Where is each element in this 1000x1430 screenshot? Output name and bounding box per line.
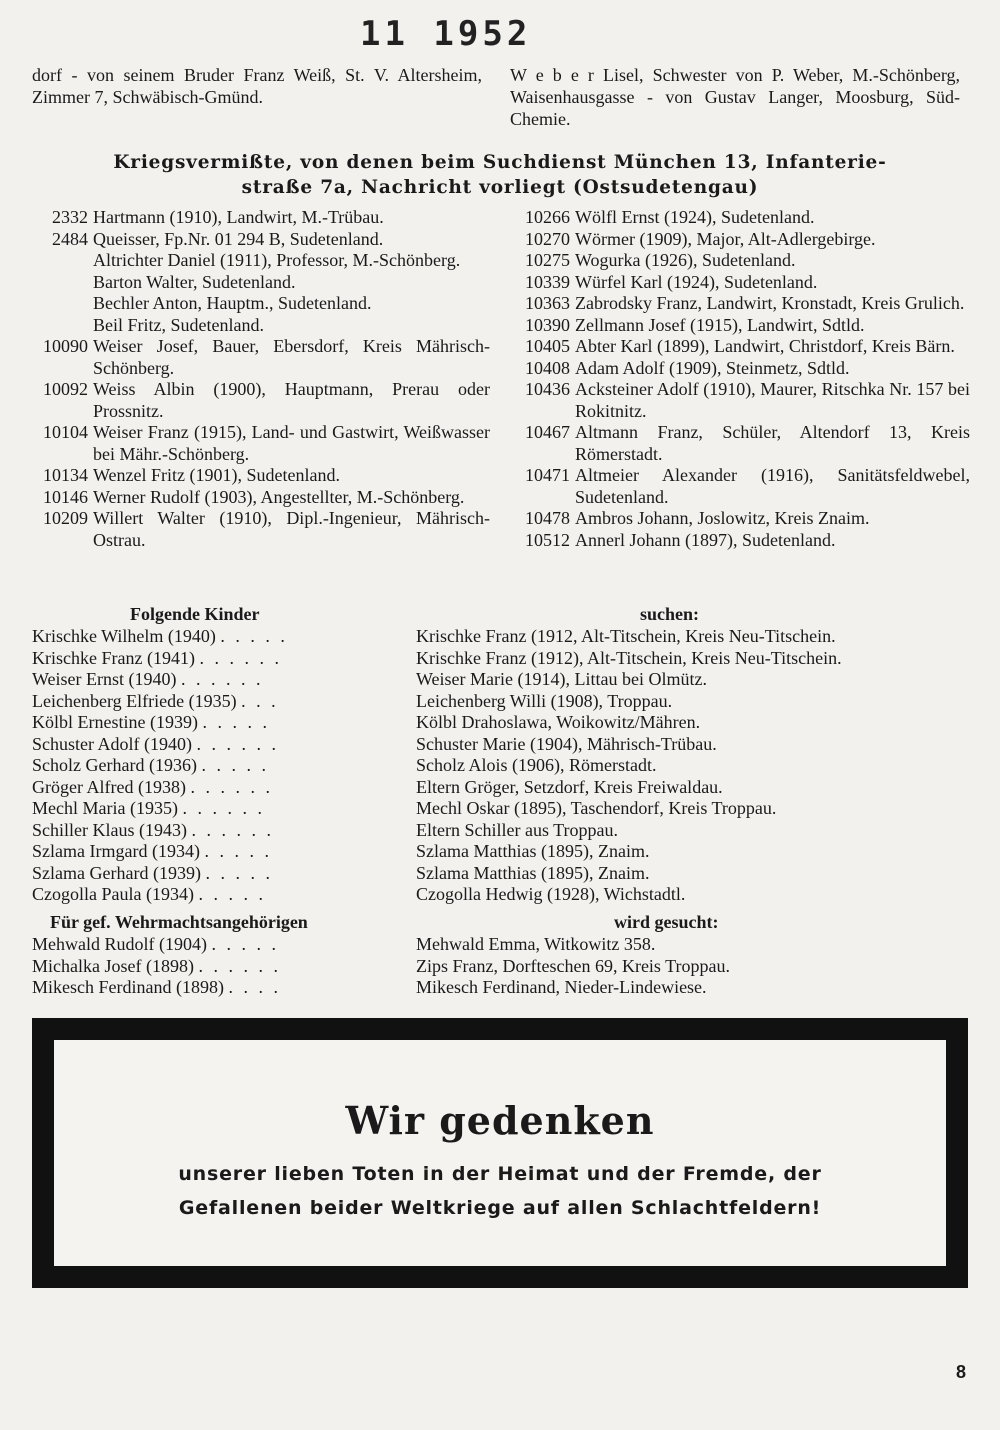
entry-number: 10363 [525,293,570,313]
leader-dots: . . . . . [211,934,279,954]
leader-dots: . . . . . [202,712,270,732]
top-paragraph-right: W e b e r Lisel, Schwester von P. Weber, M.-Schönberg, Waisenhausgasse - von Gustav Langer, Moosburg, Süd-Chemie. [510,65,960,129]
entry-text: Altrichter Daniel (1911), Professor, M.-Schönberg. [93,250,461,270]
person-name [32,777,416,799]
person-name [32,820,416,842]
page-number: 8 [956,1362,967,1382]
sought-person: Schuster Marie (1904), Mährisch-Trübau. [416,733,717,754]
entry-text: Adam Adolf (1909), Steinmetz, Sdtld. [575,357,850,378]
entry-number: 10478 [525,508,570,528]
sought-person: Leichenberg Willi (1908), Troppau. [416,690,673,711]
entry-text: Bechler Anton, Hauptm., Sudetenland. [93,293,372,313]
person-name-text: Szlama Gerhard (1939) [32,862,201,883]
soldiers-head-right: wird gesucht: [614,912,719,932]
entry-text: Abter Karl (1899), Landwirt, Christdorf, Kreis Bärn. [575,336,955,356]
date-stamp: 11 1952 [360,14,532,54]
missing-entry [508,465,970,508]
search-row [32,798,972,820]
entry-text: Queisser, Fp.Nr. 01 294 B, Sudetenland. [93,228,384,249]
missing-entry [508,508,970,530]
entry-number: 10405 [525,336,570,356]
memorial-inner [54,1040,946,1266]
person-name-text: Mehwald Rudolf (1904) [32,934,207,954]
entry-text: Wenzel Fritz (1901), Sudetenland. [93,465,340,485]
person-name [32,841,416,863]
search-row [32,734,972,756]
soldiers-head-left: Für gef. Wehrmachtsangehörigen [50,912,308,932]
sought-person: Weiser Marie (1914), Littau bei Olmütz. [416,669,707,689]
person-name-text: Mechl Maria (1935) [32,798,178,818]
missing-entry [508,379,970,422]
sought-person: Eltern Gröger, Setzdorf, Kreis Freiwaldau. [416,776,723,797]
entry-number: 10408 [525,357,570,378]
sought-person: Szlama Matthias (1895), Znaim. [416,841,650,861]
missing-entry [28,465,490,487]
entry-number: 10146 [43,486,88,507]
entry-number: 10134 [43,465,88,485]
leader-dots: . . . . [228,977,281,997]
search-row [32,934,972,956]
person-name-text: Weiser Ernst (1940) [32,669,177,689]
entry-text: Werner Rudolf (1903), Angestellter, M.-Schönberg. [93,486,465,507]
missing-entry [508,358,970,380]
leader-dots: . . . . . [201,755,269,775]
entry-number: 10090 [43,336,88,356]
leader-dots: . . . . . . [198,955,281,976]
section-heading [32,150,968,200]
person-name [32,626,416,648]
missing-entry [508,315,970,337]
missing-entry [28,508,490,551]
leader-dots: . . . . . [205,862,273,883]
person-name-text: Schuster Adolf (1940) [32,733,192,754]
sought-person: Kölbl Drahoslawa, Woikowitz/Mähren. [416,712,701,732]
entry-text: Wogurka (1926), Sudetenland. [575,250,796,270]
missing-entry [508,229,970,251]
entry-number: 2484 [52,228,88,249]
person-name-text: Schiller Klaus (1943) [32,819,187,840]
sought-person: Mechl Oskar (1895), Taschendorf, Kreis Troppau. [416,798,777,818]
person-name [32,669,416,691]
entry-text: Weiser Josef, Bauer, Ebersdorf, Kreis Mährisch-Schönberg. [93,336,490,378]
entry-number [28,272,93,294]
person-name [32,648,416,670]
entry-number: 10467 [525,422,570,442]
leader-dots: . . . . . [204,841,272,861]
person-name [32,977,416,999]
entry-number: 10209 [43,508,88,528]
entry-text: Beil Fritz, Sudetenland. [93,314,264,335]
entry-text: Zellmann Josef (1915), Landwirt, Sdtld. [575,314,865,335]
entry-number: 10092 [43,379,88,399]
leader-dots: . . . . . . [199,647,282,668]
entry-text: Willert Walter (1910), Dipl.-Ingenieur, Mährisch-Ostrau. [93,508,490,550]
missing-entry [508,207,970,229]
person-name [32,884,416,906]
sought-person: Krischke Franz (1912), Alt-Titschein, Kreis Neu-Titschein. [416,647,842,668]
heading-line-1: Kriegsvermißte, von denen beim Suchdienst München 13, Infanterie- [113,152,887,173]
search-row [32,977,972,999]
entry-number: 10270 [525,228,570,249]
entry-number: 10436 [525,379,570,399]
sought-person: Szlama Matthias (1895), Znaim. [416,862,650,883]
leader-dots: . . . . . . [196,733,279,754]
missing-entry [508,250,970,272]
missing-entry [508,272,970,294]
person-name [32,956,416,978]
entry-text: Weiser Franz (1915), Land- und Gastwirt, Weißwasser bei Mähr.-Schönberg. [93,422,490,464]
memorial-line-1: unserer lieben Toten in der Heimat und der Fremde, der [178,1163,822,1185]
missing-entry [28,250,490,272]
entry-number [28,250,93,272]
missing-entry [28,207,490,229]
person-name-text: Krischke Wilhelm (1940) [32,626,216,646]
missing-entry [28,336,490,379]
entry-text: Wörmer (1909), Major, Alt-Adlergebirge. [575,228,876,249]
soldiers-table [32,934,972,999]
entry-text: Würfel Karl (1924), Sudetenland. [575,271,818,292]
leader-dots: . . . . . [220,626,288,646]
heading-line-2: straße 7a, Nachricht vorliegt (Ostsudetengau) [241,177,759,198]
entry-number: 10266 [525,207,570,227]
entry-text: Zabrodsky Franz, Landwirt, Kronstadt, Kreis Grulich. [575,293,965,313]
person-name [32,734,416,756]
person-name [32,934,416,956]
kids-table [32,626,972,906]
missing-entry [28,487,490,509]
search-row [32,669,972,691]
memorial-title: Wir gedenken [345,1098,655,1143]
person-name-text: Szlama Irmgard (1934) [32,841,200,861]
entry-number: 10471 [525,465,570,485]
missing-list-right [508,207,970,551]
entry-number [28,293,93,315]
search-row [32,841,972,863]
entry-text: Barton Walter, Sudetenland. [93,271,296,292]
missing-list-left [28,207,490,551]
memorial-box [32,1018,968,1288]
search-row [32,777,972,799]
sought-person: Mehwald Emma, Witkowitz 358. [416,934,656,954]
person-name-text: Krischke Franz (1941) [32,647,195,668]
missing-entry [28,272,490,294]
entry-text: Hartmann (1910), Landwirt, M.-Trübau. [93,207,384,227]
entry-text: Weiss Albin (1900), Hauptmann, Prerau oder Prossnitz. [93,379,490,421]
kids-head-right: suchen: [640,604,700,624]
sought-person: Mikesch Ferdinand, Nieder-Lindewiese. [416,977,707,997]
entry-number: 10104 [43,422,88,442]
entry-number: 10339 [525,271,570,292]
missing-entry [28,422,490,465]
sought-person: Czogolla Hedwig (1928), Wichstadtl. [416,884,686,904]
entry-text: Acksteiner Adolf (1910), Maurer, Ritschka Nr. 157 bei Rokitnitz. [575,379,970,421]
entry-number: 10390 [525,314,570,335]
person-name [32,712,416,734]
missing-entry [28,315,490,337]
top-paragraph-left: dorf - von seinem Bruder Franz Weiß, St. V. Altersheim, Zimmer 7, Schwäbisch-Gmünd. [32,65,482,107]
person-name-text: Scholz Gerhard (1936) [32,755,197,775]
search-row [32,626,972,648]
entry-text: Annerl Johann (1897), Sudetenland. [575,529,836,550]
sought-person: Eltern Schiller aus Troppau. [416,819,618,840]
leader-dots: . . . . . . [182,798,265,818]
person-name-text: Czogolla Paula (1934) [32,884,194,904]
search-row [32,648,972,670]
sought-person: Krischke Franz (1912, Alt-Titschein, Kreis Neu-Titschein. [416,626,836,646]
person-name [32,755,416,777]
search-row [32,755,972,777]
sought-person: Scholz Alois (1906), Römerstadt. [416,755,657,775]
person-name [32,691,416,713]
entry-text: Altmeier Alexander (1916), Sanitätsfeldwebel, Sudetenland. [575,465,970,507]
missing-entry [508,293,970,315]
search-row [32,820,972,842]
entry-number: 2332 [52,207,88,227]
person-name [32,863,416,885]
sought-person: Zips Franz, Dorfteschen 69, Kreis Troppau. [416,955,730,976]
kids-head-left: Folgende Kinder [130,604,260,624]
person-name-text: Michalka Josef (1898) [32,955,194,976]
person-name-text: Kölbl Ernestine (1939) [32,712,198,732]
leader-dots: . . . . . . [181,669,264,689]
leader-dots: . . . . . [198,884,266,904]
person-name-text: Leichenberg Elfriede (1935) [32,690,237,711]
missing-entry [28,293,490,315]
search-row [32,691,972,713]
entry-text: Wölfl Ernst (1924), Sudetenland. [575,207,815,227]
person-name [32,798,416,820]
search-row [32,863,972,885]
missing-entry [508,530,970,552]
entry-number [28,315,93,337]
missing-entry [508,422,970,465]
missing-entry [28,379,490,422]
person-name-text: Mikesch Ferdinand (1898) [32,977,224,997]
entry-text: Ambros Johann, Joslowitz, Kreis Znaim. [575,508,870,528]
person-name-text: Gröger Alfred (1938) [32,776,186,797]
entry-number: 10275 [525,250,570,270]
leader-dots: . . . . . . [190,776,273,797]
leader-dots: . . . . . . [191,819,274,840]
missing-entry [28,229,490,251]
missing-entry [508,336,970,358]
memorial-line-2: Gefallenen beider Weltkriege auf allen Schlachtfeldern! [178,1197,822,1219]
leader-dots: . . . [241,690,279,711]
search-row [32,956,972,978]
search-row [32,884,972,906]
entry-text: Altmann Franz, Schüler, Altendorf 13, Kreis Römerstadt. [575,422,970,464]
entry-number: 10512 [525,529,570,550]
search-row [32,712,972,734]
